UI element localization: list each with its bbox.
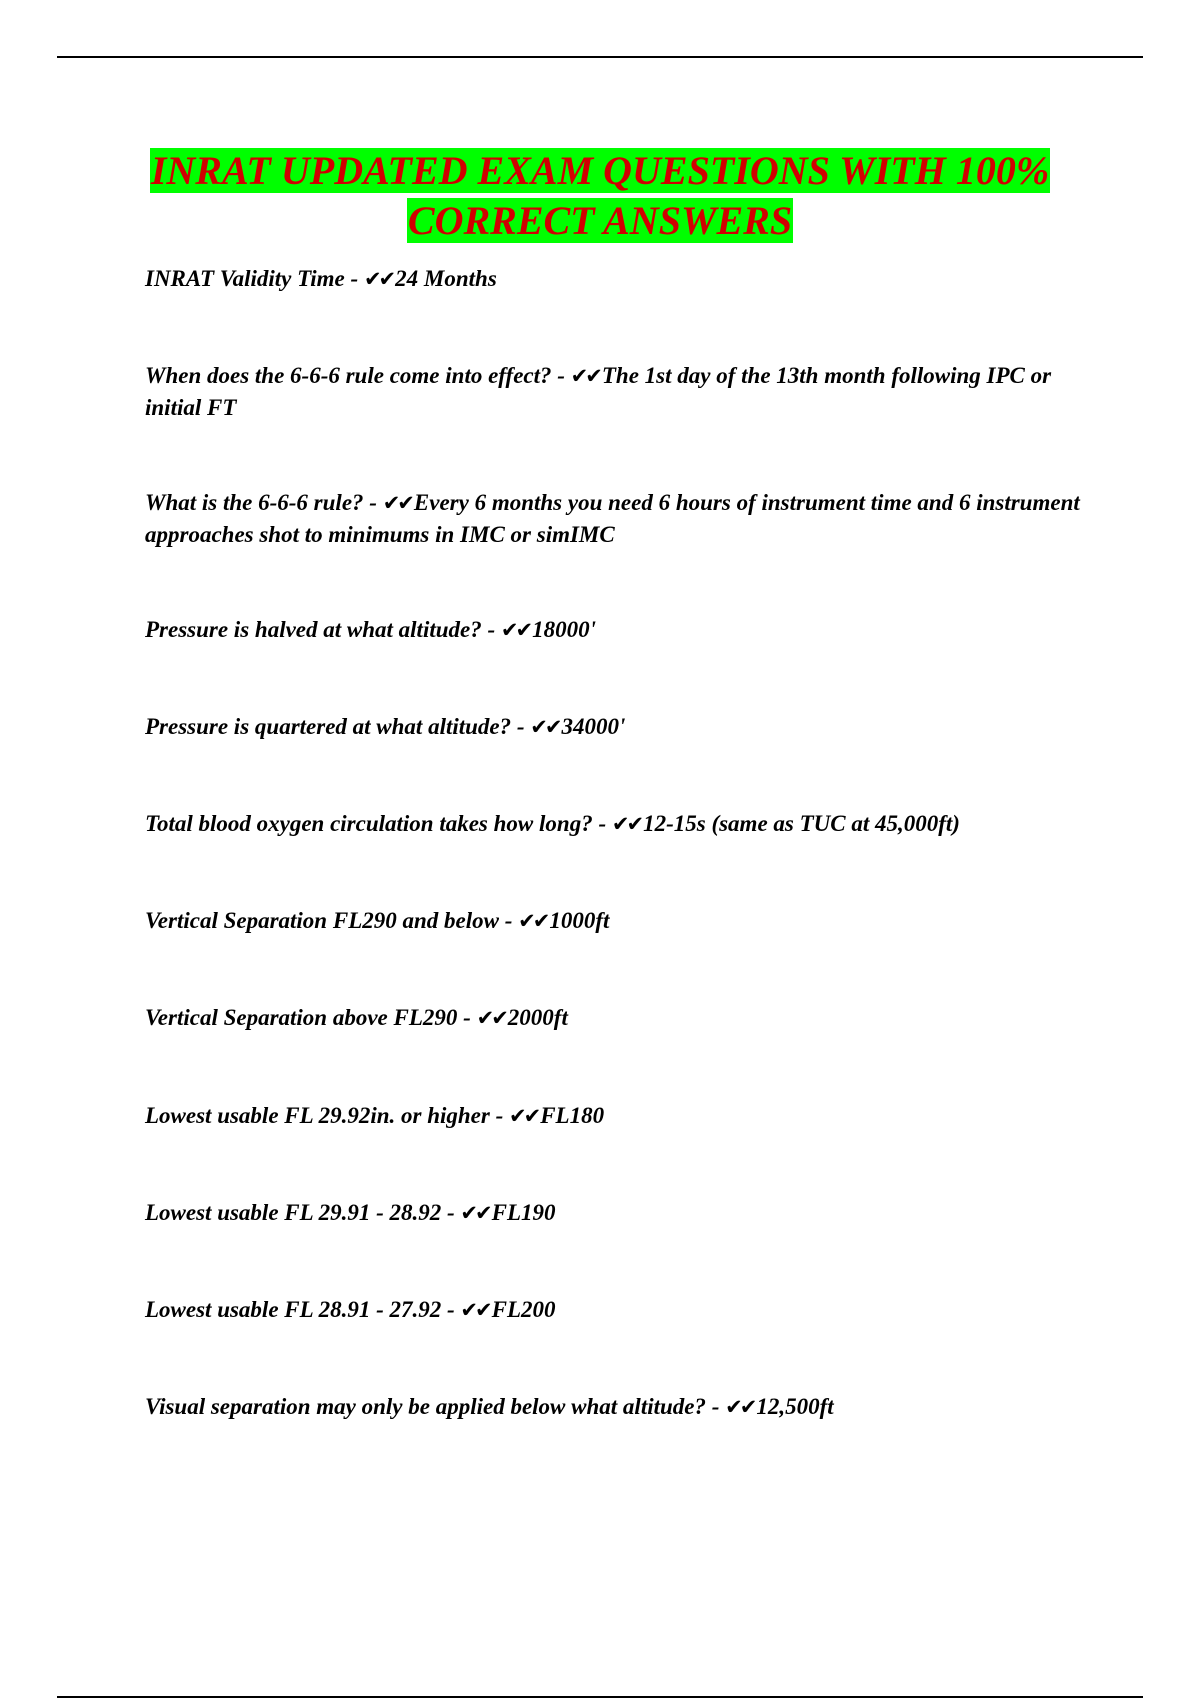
- qa-item: [145, 614, 1080, 646]
- document-title: [100, 146, 1100, 246]
- qa-item: [145, 711, 1080, 743]
- qa-item: [145, 808, 1080, 840]
- question-text: What is the 6-6-6 rule?: [145, 490, 364, 515]
- question-text: Pressure is halved at what altitude?: [145, 617, 482, 642]
- answer-text: 12,500ft: [756, 1394, 834, 1419]
- qa-item: [145, 905, 1080, 937]
- qa-item: [145, 487, 1080, 551]
- double-check-icon: ✔✔: [500, 618, 531, 642]
- separator: -: [511, 714, 531, 739]
- double-check-icon: ✔✔: [611, 812, 642, 836]
- question-text: Pressure is quartered at what altitude?: [145, 714, 512, 739]
- separator: -: [441, 1200, 461, 1225]
- qa-item: [145, 1100, 1080, 1132]
- qa-item: [145, 1197, 1080, 1229]
- answer-text: FL200: [491, 1297, 556, 1322]
- question-text: Vertical Separation above FL290: [145, 1005, 458, 1030]
- double-check-icon: ✔✔: [509, 1104, 539, 1128]
- double-check-icon: ✔✔: [530, 715, 560, 739]
- answer-text: 1000ft: [549, 908, 610, 933]
- double-check-icon: ✔✔: [363, 267, 394, 291]
- separator: -: [344, 266, 364, 291]
- qa-item: [145, 1002, 1080, 1034]
- question-text: INRAT Validity Time: [145, 266, 345, 291]
- question-text: Lowest usable FL 29.92in. or higher: [145, 1103, 490, 1128]
- qa-item: [145, 1391, 1080, 1423]
- double-check-icon: ✔✔: [460, 1201, 490, 1225]
- title-line-2: CORRECT ANSWERS: [407, 198, 793, 243]
- qa-item: [145, 263, 1080, 295]
- double-check-icon: ✔✔: [476, 1006, 506, 1030]
- separator: -: [457, 1005, 477, 1030]
- question-text: Visual separation may only be applied below what altitude?: [145, 1394, 706, 1419]
- question-text: Vertical Separation FL290 and below: [145, 908, 499, 933]
- double-check-icon: ✔✔: [518, 909, 548, 933]
- separator: -: [441, 1297, 461, 1322]
- answer-text: The 1st day of the 13th month following IPC or initial FT: [145, 363, 1052, 420]
- double-check-icon: ✔✔: [460, 1298, 490, 1322]
- answer-text: 2000ft: [507, 1005, 568, 1030]
- separator: -: [705, 1394, 726, 1419]
- answer-text: 24 Months: [395, 266, 497, 291]
- double-check-icon: ✔✔: [570, 364, 600, 388]
- question-text: Lowest usable FL 28.91 - 27.92: [145, 1297, 442, 1322]
- separator: -: [489, 1103, 510, 1128]
- separator: -: [592, 811, 612, 836]
- separator: -: [363, 490, 383, 515]
- answer-text: FL190: [491, 1200, 556, 1225]
- question-text: Total blood oxygen circulation takes how long?: [145, 811, 593, 836]
- separator: -: [498, 908, 519, 933]
- double-check-icon: ✔✔: [725, 1395, 755, 1419]
- answer-text: 12-15s (same as TUC at 45,000ft): [643, 811, 960, 836]
- double-check-icon: ✔✔: [382, 491, 412, 515]
- question-text: Lowest usable FL 29.91 - 28.92: [145, 1200, 442, 1225]
- separator: -: [481, 617, 501, 642]
- answer-text: Every 6 months you need 6 hours of instrument time and 6 instrument approaches shot to minimums in IMC or simIMC: [145, 490, 1080, 547]
- title-line-1: INRAT UPDATED EXAM QUESTIONS WITH 100%: [150, 148, 1050, 193]
- answer-text: 34000': [561, 714, 626, 739]
- answer-text: 18000': [532, 617, 596, 642]
- header-rule: [57, 56, 1143, 58]
- footer-rule: [57, 1696, 1143, 1698]
- qa-item: [145, 1294, 1080, 1326]
- separator: -: [551, 363, 571, 388]
- answer-text: FL180: [540, 1103, 605, 1128]
- qa-item: [145, 360, 1080, 424]
- question-text: When does the 6-6-6 rule come into effect?: [145, 363, 552, 388]
